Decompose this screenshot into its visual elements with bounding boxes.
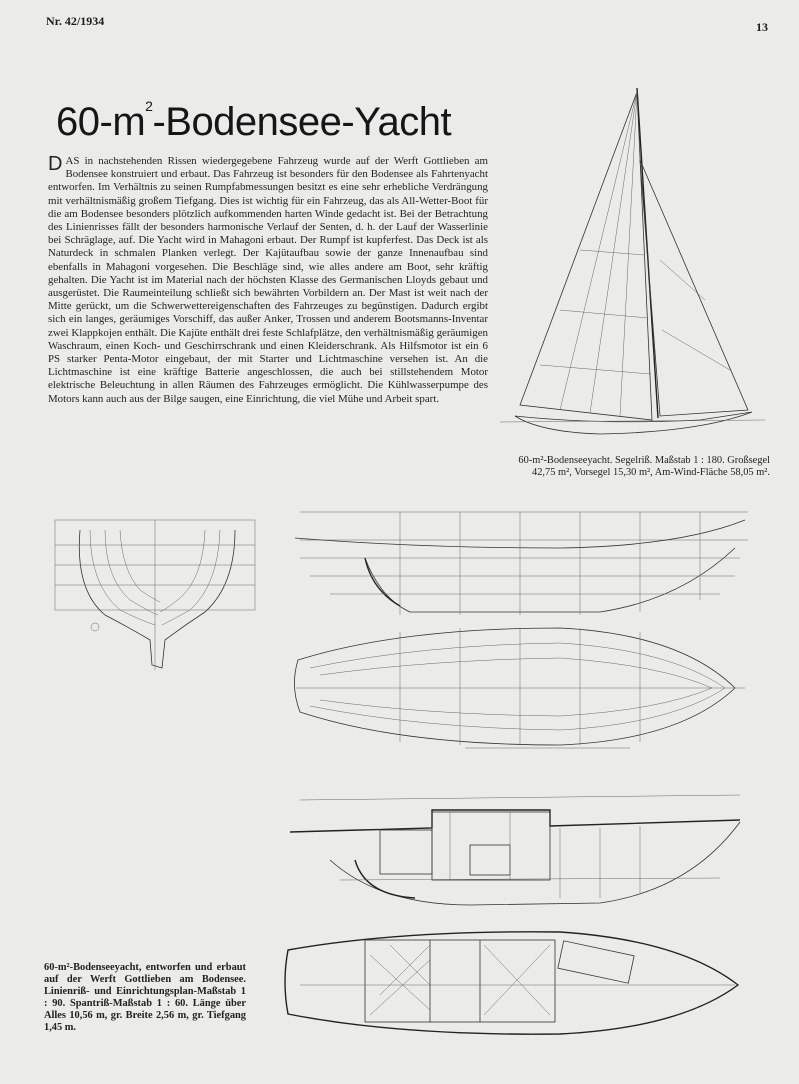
profile-view [295, 512, 748, 615]
issue-number: Nr. 42/1934 [46, 14, 105, 28]
lines-plan-caption: 60-m²-Bodenseeyacht, entworfen und erbaut auf der Werft Gottlieben am Bodensee. Linienriß- und Einrichtungsplan-Maßstab 1 : 90. Spantriß-Maßstab 1 : 60. Länge über Alles 10,56 m, gr. Breite 2,56 m, gr. Tiefgang 1,45 m. [44, 962, 246, 1033]
article-paragraph: AS in nachstehenden Rissen wiedergegebene Fahrzeug wurde auf der Werft Gottlieben am Bodensee konstruiert und erbaut. Das Fahrzeug ist besonders für den Bodensee als Fahrtenyacht entworfen. Im Verhältnis zu seinen Rumpfabmessungen besitzt es eine sehr erhebliche Verdrängung mit verhältnismäßig großem Tiefgang. Dies ist wichtig für ein Fahrzeug, das als All-Wetter-Boot für die am Bodensee besonders plötzlich aufkommenden harten Winde gedacht ist. Bei der Betrachtung des Linienrisses fällt der besonders harmonische Verlauf der Senten, d. h. der Lauf der Wasserlinie bei Schräglage, auf. Die Yacht wird in Mahagoni erbaut. Der Rumpf ist kupferfest. Das Deck ist als Naturdeck in schmalen Planken verlegt. Der Kajütaufbau sowie der ganze Innenaufbau sind ebenfalls in Mahagoni vorgesehen. Die Beschläge sind, wie alles andere am Boot, sehr kräftig gehalten. Die Yacht ist im Material nach der höchsten Klasse des Germanischen Lloyds gebaut und ausgerüstet. Die Raumeinteilung schließt sich bewährten Vorbildern an. Der Mast ist weit nach der Mitte gerückt, um die Schwerwettereigenschaften des Fahrzeuges zu begünstigen. Dadurch ergibt sich ein langes, geräumiges Vorschiff, das außer Anker, Trossen und anderem Bootsmanns-Inventar zwei Klappkojen enthält. Die Kajüte enthält drei feste Schlafplätze, den verhältnismäßig geräumigen Waschraum, einen Koch- und Geschirrschrank und einen Kleiderschrank. Als Hilfsmotor ist ein 6 PS starker Penta-Motor eingebaut, der mit Starter und Lichtmaschine versehen ist. An die Lichtmaschine ist eine kräftige Batterie angeschlossen, die auch bei stillstehendem Motor elektrische Beleuchtung in allen Räumen des Fahrzeuges ermöglicht. Die Kühlwasserpumpe des Motors kann auch aus der Bilge saugen, eine Einrichtung, die viel Mühe und Arbeit spart. [48, 155, 488, 405]
body-plan [55, 520, 255, 670]
interior-plan [285, 932, 738, 1034]
drop-cap: D [48, 153, 63, 175]
interior-profile [290, 795, 740, 905]
half-breadth-view [294, 628, 745, 748]
title-part-1: 60-m [56, 100, 146, 144]
sail-plan [500, 88, 765, 434]
sail-plan-caption: 60-m²-Bodenseeyacht. Segelriß. Maßstab 1 : 180. Großsegel 42,75 m², Vorsegel 15,30 m², Am-Wind-Fläche 58,05 m². [518, 455, 770, 478]
title-part-2: -Bodensee-Yacht [152, 100, 452, 144]
page-number: 13 [756, 20, 768, 34]
title-superscript: 2 [145, 98, 153, 114]
